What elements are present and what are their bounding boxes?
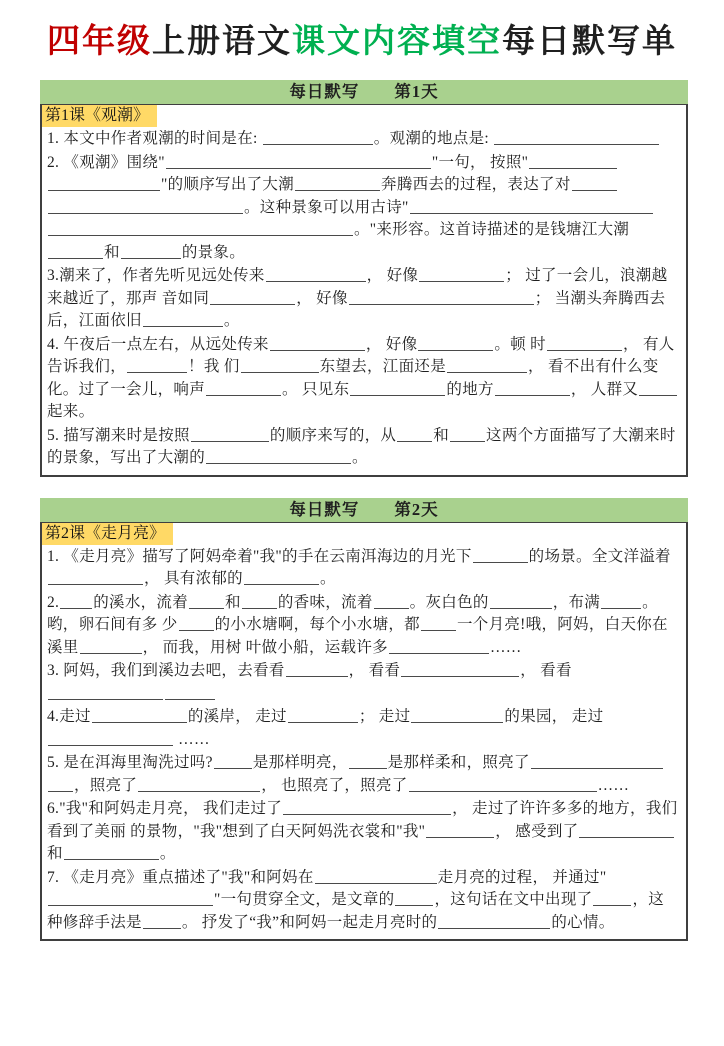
fill-blank	[350, 380, 445, 396]
question-fragment: 的场景。全文洋溢着	[528, 547, 671, 565]
lesson-row	[42, 105, 686, 127]
question-fragment: 。 只见东	[282, 380, 350, 398]
question-text	[42, 424, 686, 470]
question-fragment: ； 走过	[358, 708, 411, 725]
question-fragment: 4. 午夜后一点左右，从远处传来	[47, 335, 269, 353]
question-fragment: 的地方	[446, 380, 494, 398]
question-fragment: ，布满	[552, 593, 601, 611]
fill-blank	[397, 426, 432, 442]
lesson-title-highlight: 第2课《走月亮》	[42, 523, 173, 545]
fill-blank	[411, 707, 503, 723]
question-fragment: ； 过了一会儿，浪潮越来越近了，那声 音如同	[47, 267, 668, 307]
question-fragment: ； 当潮头奔腾西去后，江面依旧	[47, 289, 666, 329]
question-text	[42, 151, 686, 265]
fill-blank	[283, 799, 451, 815]
question-fragment: ……	[174, 730, 210, 748]
fill-blank	[288, 707, 358, 723]
question-fragment: ， 人群又	[570, 380, 639, 398]
page-title	[10, 22, 714, 62]
question-fragment: 和	[225, 593, 241, 611]
section-band: 每日默写 第1天	[40, 80, 688, 104]
question-fragment: 和	[47, 845, 63, 862]
question-fragment: 起来。	[47, 403, 95, 420]
question-fragment: 5. 是在洱海里淘洗过吗?	[47, 754, 213, 771]
question-fragment: 是那样柔和，照亮了	[387, 754, 530, 771]
question-fragment: 。观潮的地点是:	[373, 130, 494, 147]
question-fragment: ……	[597, 776, 630, 794]
question-fragment: 。	[223, 312, 240, 329]
question-text	[42, 797, 686, 866]
question-fragment: "一句贯穿全文，是文章的	[214, 891, 395, 908]
fill-blank	[286, 661, 348, 677]
question-fragment: 奔腾西去的过程，表达了对	[381, 176, 571, 193]
question-text	[42, 127, 686, 151]
question-fragment: ， 具有浓郁的	[144, 570, 243, 587]
worksheet-page	[0, 22, 724, 941]
question-fragment: 这两个方面描写了大潮来时的景象，写出了大潮的	[47, 426, 676, 466]
fill-blank	[127, 357, 187, 373]
fill-blank	[48, 569, 143, 585]
fill-blank	[48, 198, 243, 214]
fill-blank	[92, 707, 187, 723]
question-fragment: ，这种修辞手法是	[47, 891, 665, 931]
question-fragment: 。顿 时	[494, 335, 546, 353]
question-fragment: 1. 本文中作者观潮的时间是在:	[47, 130, 262, 147]
section-day1	[40, 80, 688, 477]
fill-blank	[495, 380, 570, 396]
fill-blank	[593, 890, 631, 906]
question-fragment: ……	[489, 638, 522, 656]
question-fragment: ， 好像	[366, 267, 419, 284]
question-fragment: 的小水塘啊，每个小水塘，都	[214, 616, 420, 633]
question-fragment: ， 看看	[348, 662, 401, 679]
fill-blank	[374, 593, 409, 609]
fill-blank	[426, 822, 494, 838]
question-text	[42, 705, 686, 751]
question-fragment: 的果园， 走过	[504, 708, 604, 725]
fill-blank	[48, 890, 213, 906]
title-segment: 每日默写单	[502, 24, 677, 60]
fill-blank	[48, 220, 353, 236]
section-day2	[40, 498, 688, 942]
fill-blank	[138, 776, 260, 792]
question-fragment: 的心情。	[551, 913, 615, 931]
fill-blank	[189, 593, 224, 609]
fill-blank	[547, 335, 622, 351]
fill-blank	[143, 913, 181, 929]
question-fragment: 的溪水，流着	[93, 593, 189, 611]
question-fragment: ， 走过了许许多多的地方，我们看到了美丽 的景物，"我"想到了白天阿妈洗衣裳和"我"	[47, 800, 678, 840]
question-fragment: ， 而我，用树 叶做小船，运载许多	[142, 638, 388, 656]
question-fragment: 4.走过	[47, 708, 91, 725]
fill-blank	[529, 153, 617, 169]
question-fragment: 。	[319, 570, 336, 587]
question-fragment: ， 好像	[365, 335, 418, 353]
fill-blank	[60, 593, 92, 609]
question-fragment: 。"来形容。这首诗描述的是钱塘江大潮	[354, 221, 630, 238]
fill-blank	[263, 129, 373, 145]
fill-blank	[48, 684, 163, 700]
question-text	[42, 264, 686, 333]
question-fragment: ， 也照亮了，照亮了	[261, 776, 408, 794]
fill-blank	[166, 153, 431, 169]
fill-blank	[206, 448, 351, 464]
question-fragment: 7. 《走月亮》重点描述了"我"和阿妈在	[47, 868, 314, 886]
fill-blank	[447, 357, 527, 373]
fill-blank	[48, 243, 103, 259]
question-fragment: "一句， 按照"	[431, 153, 529, 171]
fill-blank	[48, 776, 73, 792]
question-fragment: 。灰白色的	[409, 593, 489, 611]
fill-blank	[48, 730, 173, 746]
fill-blank	[494, 129, 659, 145]
question-text	[42, 751, 686, 797]
fill-blank	[409, 776, 597, 792]
question-list	[42, 127, 686, 470]
question-fragment: 。 抒发了“我”和阿妈一起走月亮时的	[181, 913, 438, 931]
fill-blank	[401, 661, 519, 677]
fill-blank	[418, 335, 493, 351]
fill-blank	[389, 638, 489, 654]
fill-blank	[579, 822, 674, 838]
fill-blank	[48, 175, 160, 191]
fill-blank	[450, 426, 485, 442]
question-fragment: 。哟，卵石间有多 少	[47, 593, 658, 633]
lesson-row	[42, 523, 686, 545]
fill-blank	[349, 289, 534, 305]
question-fragment: ，照亮了	[74, 776, 138, 794]
question-fragment: 5. 描写潮来时是按照	[47, 426, 190, 444]
question-fragment: ， 看不出有什么变化。过了一会儿，响声	[47, 358, 659, 398]
fill-blank	[349, 753, 387, 769]
question-fragment: 2.	[47, 593, 60, 611]
fill-blank	[214, 753, 252, 769]
question-text	[42, 659, 686, 705]
question-fragment: ，这句话在文中出现了	[434, 891, 593, 908]
fill-blank	[64, 844, 159, 860]
question-text	[42, 866, 686, 935]
question-fragment: 6."我"和阿妈走月亮， 我们走过了	[47, 800, 283, 817]
question-fragment: 。这种景象可以用古诗"	[244, 198, 409, 216]
question-fragment: 2. 《观潮》围绕"	[47, 153, 165, 171]
fill-blank	[395, 890, 433, 906]
fill-blank	[410, 198, 653, 214]
question-fragment: 1. 《走月亮》描写了阿妈牵着"我"的手在云南洱海边的月光下	[47, 547, 472, 565]
title-segment: 课文内容填空	[292, 24, 502, 60]
question-box	[40, 522, 688, 942]
fill-blank	[419, 266, 504, 282]
question-fragment: 。	[159, 845, 176, 862]
question-box	[40, 104, 688, 477]
fill-blank	[80, 638, 142, 654]
question-fragment: 的景象。	[181, 243, 246, 261]
fill-blank	[266, 266, 366, 282]
question-fragment: "的顺序写出了大潮	[161, 176, 295, 193]
question-fragment: ！我 们	[188, 358, 240, 375]
fill-blank	[242, 593, 277, 609]
fill-blank	[601, 593, 641, 609]
fill-blank	[179, 615, 214, 631]
question-fragment: 的香味，流着	[277, 593, 373, 611]
question-fragment: ， 好像	[296, 289, 348, 307]
question-fragment: 是那样明亮，	[252, 754, 348, 771]
question-fragment: 3. 阿妈，我们到溪边去吧，去看看	[47, 662, 285, 679]
question-text	[42, 591, 686, 660]
question-fragment: 的溪岸， 走过	[187, 708, 287, 725]
fill-blank	[572, 175, 617, 191]
question-fragment: 走月亮的过程， 并通过"	[437, 868, 607, 886]
fill-blank	[315, 868, 437, 884]
fill-blank	[421, 615, 456, 631]
fill-blank	[165, 684, 215, 700]
fill-blank	[244, 569, 319, 585]
question-fragment: 东望去，江面还是	[319, 358, 446, 375]
question-fragment: ， 感受到了	[495, 822, 579, 840]
fill-blank	[270, 335, 365, 351]
question-fragment: ， 有人告诉我们，	[47, 335, 675, 375]
title-segment: 四年级	[47, 24, 152, 60]
question-fragment: 和	[104, 243, 120, 261]
fill-blank	[241, 357, 319, 373]
fill-blank	[490, 593, 552, 609]
fill-blank	[206, 380, 281, 396]
question-fragment: 3.潮来了，作者先听见远处传来	[47, 267, 265, 284]
fill-blank	[121, 243, 181, 259]
title-segment: 上册语文	[152, 24, 292, 60]
question-fragment: 一个月亮!哦，阿妈，白天你在溪里	[47, 616, 668, 656]
question-fragment: ， 看看	[520, 662, 572, 679]
section-band: 每日默写 第2天	[40, 498, 688, 522]
lesson-title-highlight: 第1课《观潮》	[42, 105, 157, 127]
fill-blank	[210, 289, 295, 305]
fill-blank	[143, 311, 223, 327]
question-fragment: 。	[352, 449, 368, 466]
question-text	[42, 545, 686, 591]
fill-blank	[473, 547, 528, 563]
fill-blank	[191, 426, 269, 442]
question-fragment: 的顺序来写的，从	[269, 426, 397, 444]
question-list	[42, 545, 686, 935]
fill-blank	[438, 913, 550, 929]
question-text	[42, 333, 686, 424]
question-fragment: 和	[433, 426, 450, 444]
fill-blank	[639, 380, 677, 396]
fill-blank	[295, 175, 380, 191]
fill-blank	[531, 753, 663, 769]
